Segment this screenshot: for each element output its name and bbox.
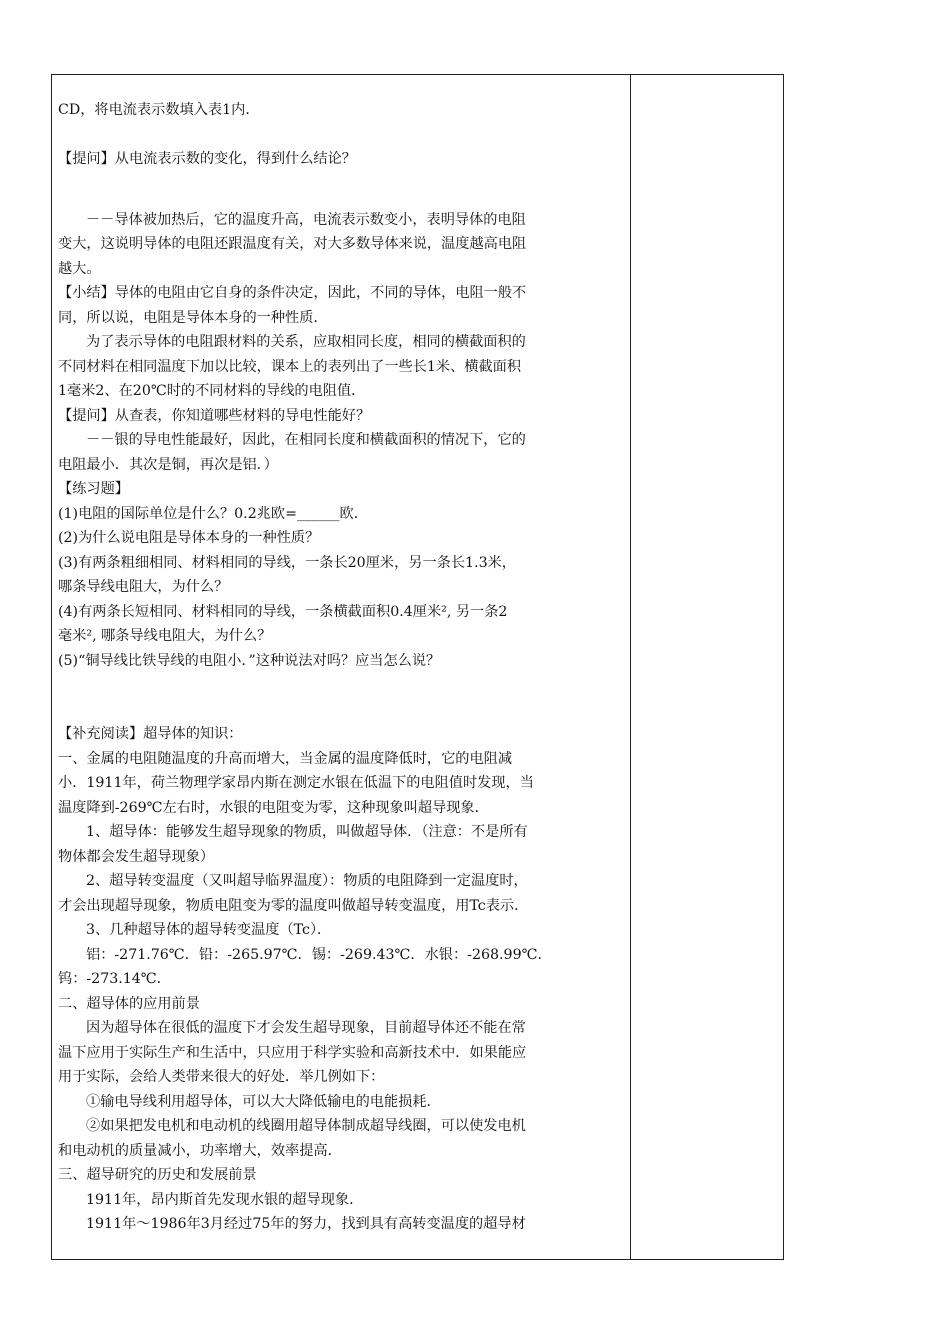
- text-line: 3、几种超导体的超导转变温度（Tc）．: [86, 922, 332, 938]
- text-line: 1毫米2、在20℃时的不同材料的导线的电阻值．: [58, 383, 366, 399]
- text-line: (1)电阻的国际单位是什么？0.2兆欧=______欧．: [58, 505, 368, 522]
- text-line: 变大，这说明导体的电阻还跟温度有关，对大多数导体来说，温度越高电阻: [58, 236, 527, 252]
- text-line: 电阻最小．其次是铜，再次是铝．）: [58, 456, 278, 473]
- column-divider: [630, 74, 631, 1260]
- text-line: ①输电导线利用超导体，可以大大降低输电的电能损耗．: [86, 1093, 441, 1110]
- text-line: 为了表示导体的电阻跟材料的关系，应取相同长度，相同的横截面积的: [86, 334, 526, 350]
- text-line: 因为超导体在很低的温度下才会发生超导现象，目前超导体还不能在常: [86, 1020, 526, 1036]
- text-line: 和电动机的质量减小，功率增大，效率提高．: [58, 1142, 342, 1159]
- text-line: (5)“铜导线比铁导线的电阻小．”这种说法对吗？应当怎么说？: [58, 652, 441, 669]
- text-line: 用于实际，会给人类带来很大的好处．举几例如下：: [58, 1069, 385, 1085]
- text-line: 2、超导转变温度（又叫超导临界温度）：物质的电阻降到一定温度时，: [86, 873, 528, 889]
- lesson-text: [58, 98, 624, 1237]
- text-line: 铝：-271.76℃．铅：-265.97℃．锡：-269.43℃．水银：-268.99℃．: [86, 946, 552, 963]
- text-line: 哪条导线电阻大，为什么？: [58, 579, 229, 595]
- text-line: 一、金属的电阻随温度的升高而增大，当金属的温度降低时，它的电阻减: [58, 750, 513, 767]
- text-line: 【补充阅读】超导体的知识：: [58, 726, 243, 742]
- text-line: 二、超导体的应用前景: [58, 995, 200, 1012]
- blank-line: [58, 123, 624, 148]
- blank-line: [58, 172, 624, 208]
- text-line: 【小结】导体的电阻由它自身的条件决定，因此，不同的导体，电阻一般不: [58, 285, 527, 301]
- text-line: －－导体被加热后，它的温度升高，电流表示数变小，表明导体的电阻: [86, 211, 526, 228]
- text-line: 同，所以说，电阻是导体本身的一种性质．: [58, 309, 328, 326]
- text-line: 越大。: [58, 260, 101, 277]
- text-line: 1、超导体：能够发生超导现象的物质，叫做超导体．（注意：不是所有: [86, 824, 528, 840]
- text-line: 温下应用于实际生产和生活中，只应用于科学实验和高新技术中．如果能应: [58, 1044, 527, 1061]
- text-line: 毫米², 哪条导线电阻大，为什么？: [58, 628, 272, 644]
- text-line: 【提问】从电流表示数的变化，得到什么结论？: [58, 151, 356, 167]
- text-line: 【提问】从查表，你知道哪些材料的导电性能好？: [58, 407, 371, 424]
- text-line: 三、超导研究的历史和发展前景: [58, 1167, 257, 1183]
- text-line: (2)为什么说电阻是导体本身的一种性质？: [58, 530, 320, 546]
- text-line: 温度降到-269℃左右时，水银的电阻变为零，这种现象叫超导现象．: [58, 799, 489, 816]
- text-line: CD，将电流表示数填入表1内．: [58, 102, 260, 118]
- text-line: 1911年～1986年3月经过75年的努力，找到具有高转变温度的超导材: [86, 1216, 526, 1232]
- text-line: －－银的导电性能最好，因此，在相同长度和横截面积的情况下，它的: [86, 432, 526, 448]
- text-line: (4)有两条长短相同、材料相同的导线，一条横截面积0.4厘米², 另一条2: [58, 603, 508, 620]
- text-line: 小．1911年，荷兰物理学家昂内斯在测定水银在低温下的电阻值时发现，当: [58, 775, 534, 791]
- text-line: 1911年，昂内斯首先发现水银的超导现象．: [86, 1191, 364, 1208]
- text-line: 才会出现超导现象，物质电阻变为零的温度叫做超导转变温度，用Tc表示．: [58, 897, 529, 914]
- text-line: 钨：-273.14℃．: [58, 971, 171, 987]
- blank-line: [58, 698, 624, 723]
- blank-line: [58, 673, 624, 698]
- text-line: 物体都会发生超导现象）: [58, 848, 215, 865]
- text-line: (3)有两条粗细相同、材料相同的导线，一条长20厘米，另一条长1.3米，: [58, 554, 516, 571]
- text-line: 不同材料在相同温度下加以比较，课本上的表列出了一些长1米、横截面积: [58, 358, 522, 375]
- text-line: 【练习题】: [58, 481, 129, 497]
- text-line: ②如果把发电机和电动机的线圈用超导体制成超导线圈，可以使发电机: [86, 1118, 526, 1134]
